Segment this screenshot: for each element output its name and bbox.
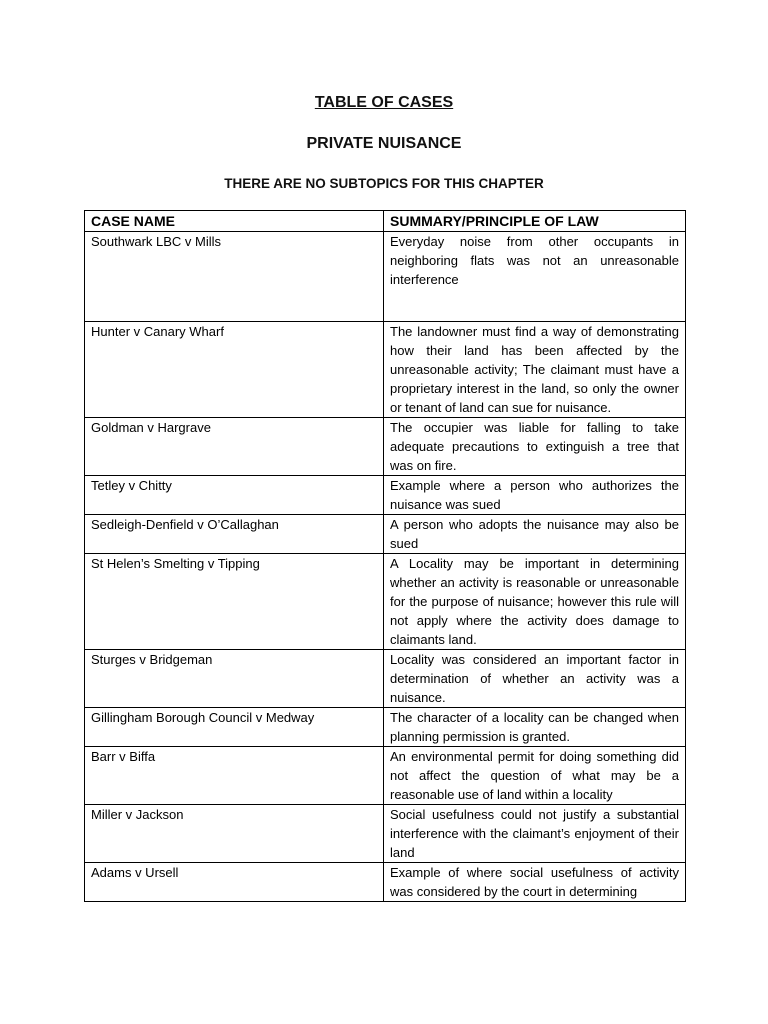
summary-cell: Example of where social usefulness of activity was considered by the court in determining [384, 863, 686, 902]
chapter-note: THERE ARE NO SUBTOPICS FOR THIS CHAPTER [224, 176, 544, 191]
table-row [85, 805, 686, 863]
summary-cell: Social usefulness could not justify a substantial interference with the claimant’s enjoyment of their land [384, 805, 686, 863]
table-row [85, 554, 686, 650]
case-name-header: CASE NAME [85, 211, 384, 232]
table-row [85, 747, 686, 805]
page-title: TABLE OF CASES [314, 94, 454, 111]
table-header-row [85, 211, 686, 232]
table-row [85, 476, 686, 515]
case-name-cell: Adams v Ursell [85, 863, 384, 902]
case-name-cell: Barr v Biffa [85, 747, 384, 805]
cases-table [84, 210, 686, 902]
case-name-cell: Hunter v Canary Wharf [85, 322, 384, 418]
case-name-cell: Sturges v Bridgeman [85, 650, 384, 708]
case-name-cell: Tetley v Chitty [85, 476, 384, 515]
summary-cell: Locality was considered an important factor in determination of whether an activity was a nuisance. [384, 650, 686, 708]
case-name-cell: Gillingham Borough Council v Medway [85, 708, 384, 747]
summary-cell: The landowner must find a way of demonstrating how their land has been affected by the unreasonable activity; The claimant must have a proprietary interest in the land, so only the owner or tenant of land can sue for nuisance. [384, 322, 686, 418]
case-name-cell: Goldman v Hargrave [85, 418, 384, 476]
summary-cell: A Locality may be important in determining whether an activity is reasonable or unreasonable for the purpose of nuisance; however this rule will not apply where the activity does damage to claimants land. [384, 554, 686, 650]
summary-cell: The occupier was liable for falling to take adequate precautions to extinguish a tree that was on fire. [384, 418, 686, 476]
summary-cell: Example where a person who authorizes the nuisance was sued [384, 476, 686, 515]
case-name-cell: Southwark LBC v Mills [85, 232, 384, 322]
summary-header: SUMMARY/PRINCIPLE OF LAW [384, 211, 686, 232]
table-row [85, 650, 686, 708]
table-row [85, 863, 686, 902]
summary-cell: Everyday noise from other occupants in neighboring flats was not an unreasonable interference [384, 232, 686, 322]
table-row [85, 418, 686, 476]
case-name-cell: St Helen’s Smelting v Tipping [85, 554, 384, 650]
summary-cell: A person who adopts the nuisance may also be sued [384, 515, 686, 554]
table-row [85, 708, 686, 747]
table-row [85, 515, 686, 554]
table-row [85, 322, 686, 418]
summary-cell: The character of a locality can be changed when planning permission is granted. [384, 708, 686, 747]
summary-cell: An environmental permit for doing something did not affect the question of what may be a reasonable use of land within a locality [384, 747, 686, 805]
case-name-cell: Sedleigh-Denfield v O’Callaghan [85, 515, 384, 554]
case-name-cell: Miller v Jackson [85, 805, 384, 863]
chapter-title: PRIVATE NUISANCE [306, 135, 462, 152]
table-row [85, 232, 686, 322]
